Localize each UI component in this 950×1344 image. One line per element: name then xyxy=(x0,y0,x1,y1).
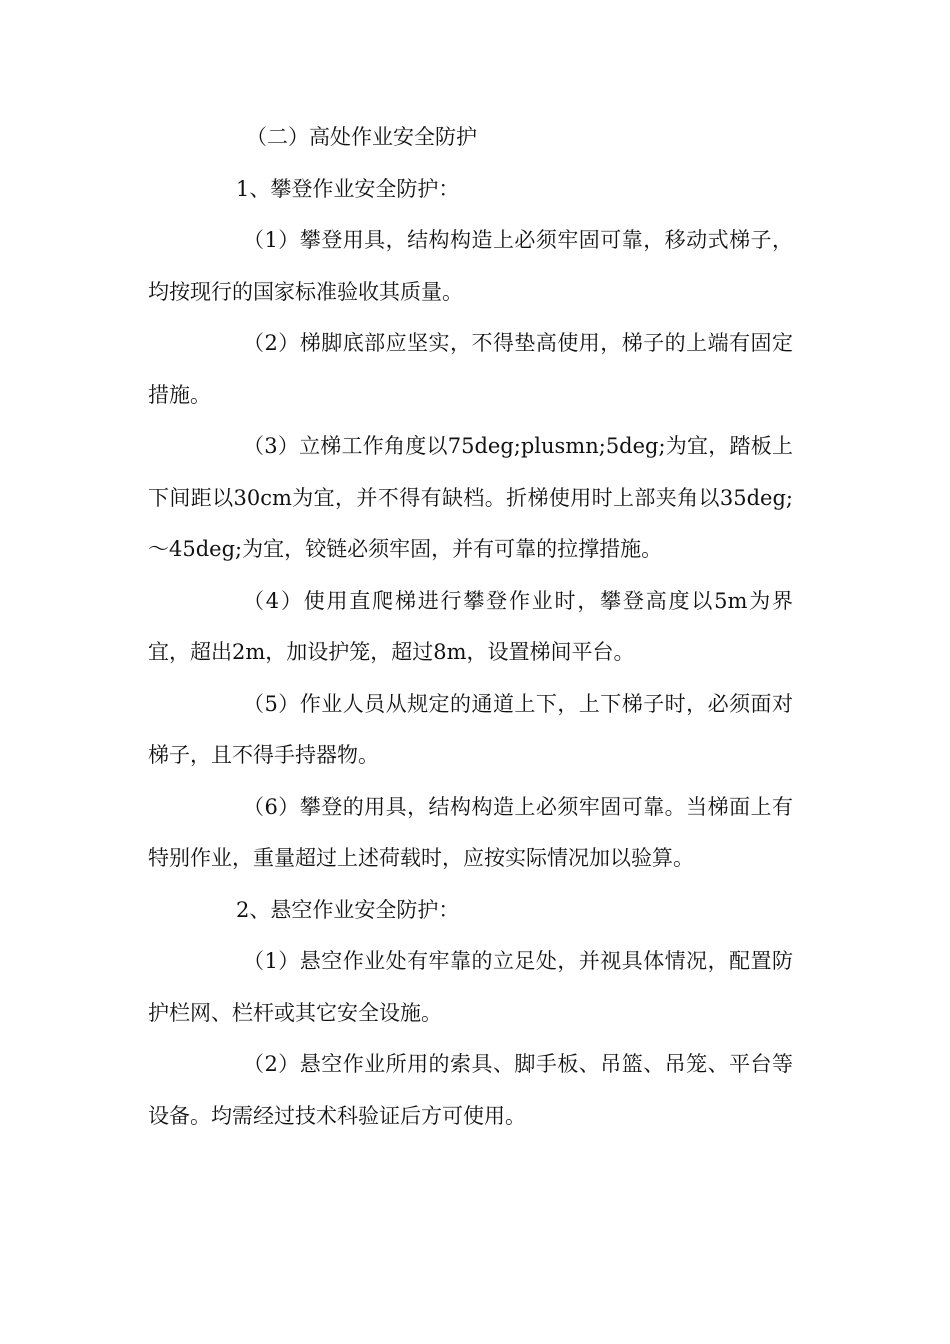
paragraph-item: （1）悬空作业处有牢靠的立足处，并视具体情况，配置防护栏网、栏杆或其它安全设施。 xyxy=(148,949,793,1025)
paragraph-item: （4）使用直爬梯进行攀登作业时，攀登高度以5m为界宜，超出2m，加设护笼，超过8m，设置梯间平台。 xyxy=(148,588,793,664)
paragraph-item: （2）悬空作业所用的索具、脚手板、吊篮、吊笼、平台等设备。均需经过技术科验证后方可使用。 xyxy=(148,1052,793,1128)
paragraph-item: （2）梯脚底部应坚实，不得垫高使用，梯子的上端有固定措施。 xyxy=(148,331,793,407)
paragraph-item: （6）攀登的用具，结构构造上必须牢固可靠。当梯面上有特别作业，重量超过上述荷载时，应按实际情况加以验算。 xyxy=(148,794,793,870)
document-body xyxy=(148,112,793,1142)
paragraph-item: （5）作业人员从规定的通道上下，上下梯子时，必须面对梯子，且不得手持器物。 xyxy=(148,691,793,767)
subsection-heading-suspended: 2、悬空作业安全防护： xyxy=(236,897,460,922)
paragraph-item: （1）攀登用具，结构构造上必须牢固可靠，移动式梯子，均按现行的国家标准验收其质量。 xyxy=(148,228,793,304)
section-title: （二）高处作业安全防护 xyxy=(246,125,477,149)
paragraph-item: （3）立梯工作角度以75deg;plusmn;5deg;为宜，踏板上下间距以30cm为宜，并不得有缺档。折梯使用时上部夹角以35deg;～45deg;为宜，铰链必须牢固，并有可靠的拉撑措施。 xyxy=(148,434,793,561)
subsection-heading-climbing: 1、攀登作业安全防护： xyxy=(236,176,460,201)
